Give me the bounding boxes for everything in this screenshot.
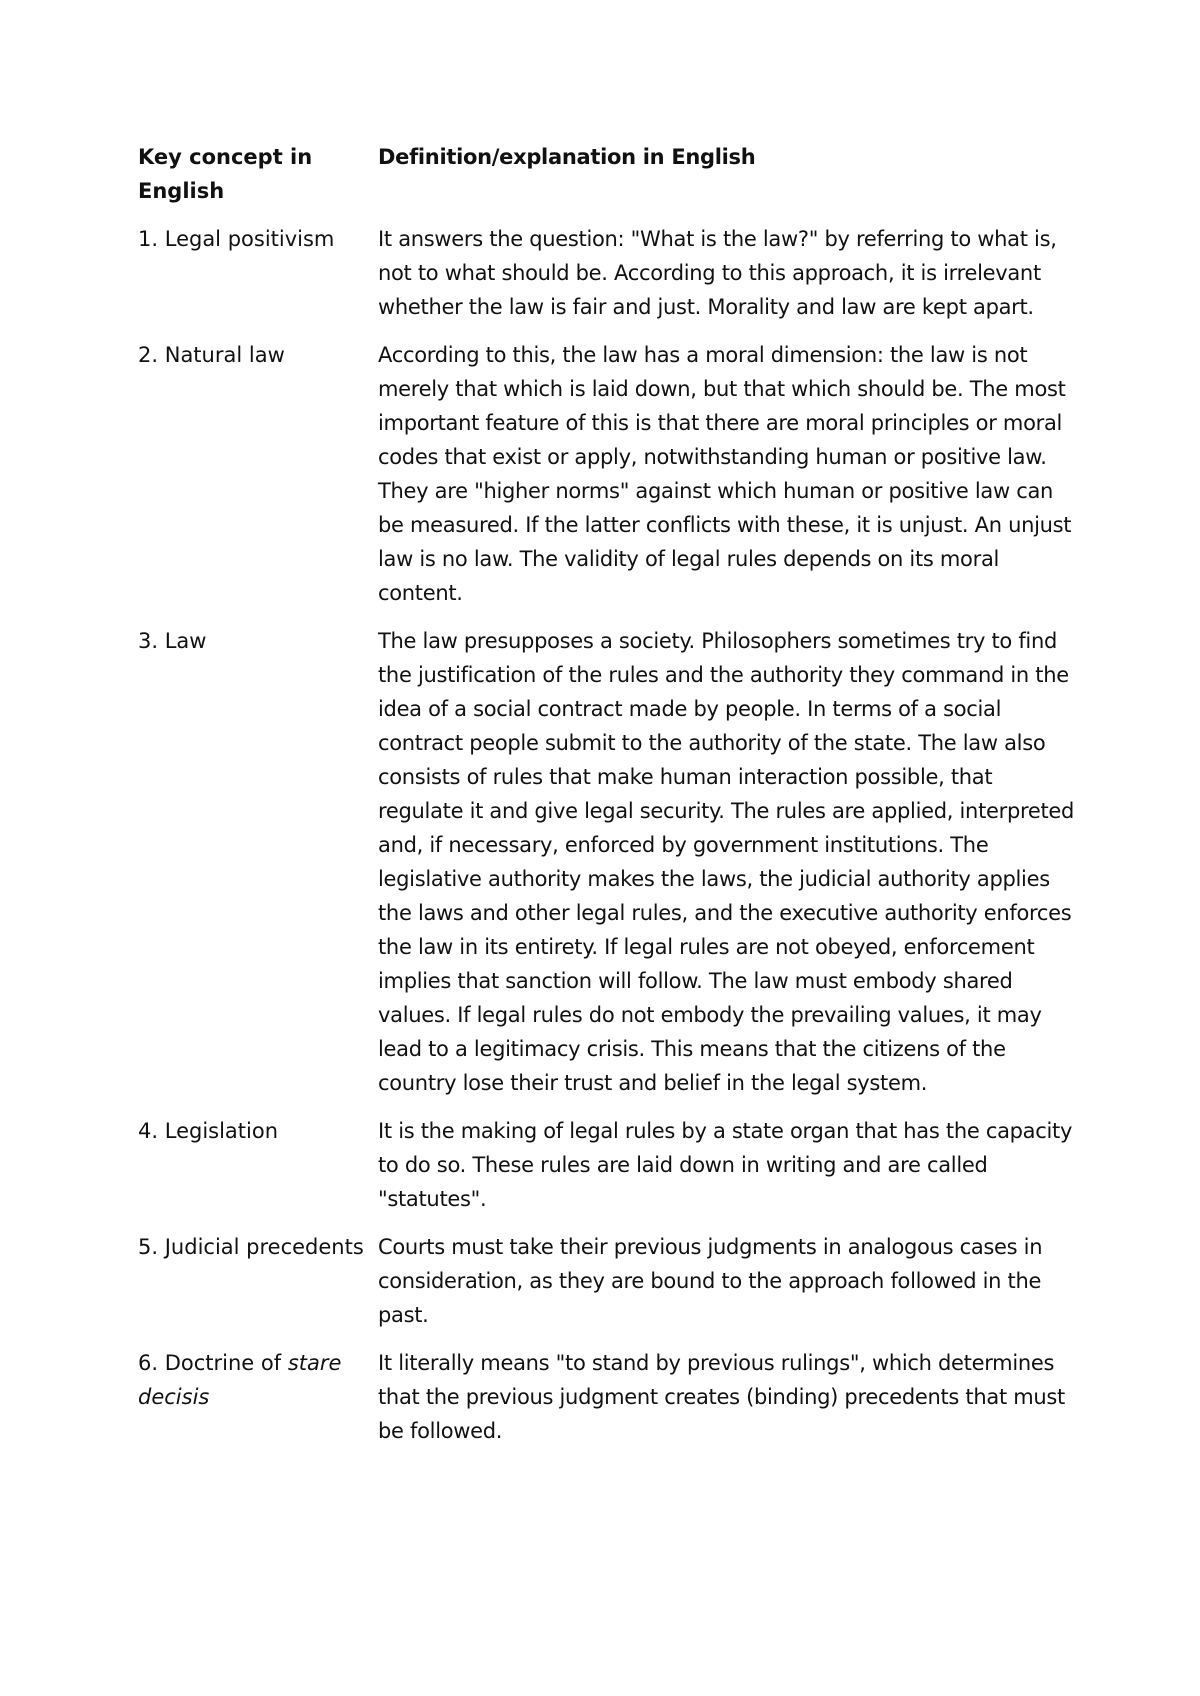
glossary-table [138,140,1078,1462]
entry-term [138,1230,378,1264]
entry-definition: According to this, the law has a moral dimension: the law is not merely that which is laid down, but that which should be. The most important feature of this is that there are moral principles or moral codes that exist or apply, notwithstanding human or positive law. They are "higher norms" against which human or positive law can be measured. If the latter conflicts with these, it is unjust. An unjust law is no law. The validity of legal rules depends on its moral content. [378,343,1072,605]
table-header [138,140,1078,208]
entry-law [138,624,1078,1100]
entry-term-text: Law [164,629,207,653]
entry-term-text: Legislation [164,1119,279,1143]
entry-number: 5. [138,1235,159,1259]
entry-definition: Courts must take their previous judgments in analogous cases in consideration, as they are bound to the approach followed in the past. [378,1235,1043,1327]
entry-term [138,338,378,372]
entry-term [138,1346,378,1414]
entry-number: 4. [138,1119,159,1143]
entry-term-text: Judicial precedents [164,1235,364,1259]
entry-number: 6. [138,1351,159,1375]
entry-stare-decisis [138,1346,1078,1448]
entry-term-italic: stare decisis [138,1351,342,1409]
entry-natural-law [138,338,1078,610]
entry-judicial-precedents [138,1230,1078,1332]
header-definition: Definition/explanation in English [378,145,756,169]
entry-definition: It literally means "to stand by previous rulings", which determines that the previous judgment creates (binding) precedents that must be followed. [378,1351,1065,1443]
entry-number: 2. [138,343,159,367]
header-term: Key concept in English [138,145,313,203]
entry-term [138,1114,378,1148]
entry-legislation [138,1114,1078,1216]
entry-definition: It is the making of legal rules by a state organ that has the capacity to do so. These rules are laid down in writing and are called "statutes". [378,1119,1073,1211]
entry-term [138,624,378,658]
entry-term-text: Natural law [164,343,285,367]
entry-term [138,222,378,256]
entry-legal-positivism [138,222,1078,324]
entry-definition: The law presupposes a society. Philosophers sometimes try to find the justification of the rules and the authority they command in the idea of a social contract made by people. In terms of a social contract people submit to the authority of the state. The law also consists of rules that make human interaction possible, that regulate it and give legal security. The rules are applied, interpreted and, if necessary, enforced by government institutions. The legislative authority makes the laws, the judicial authority applies the laws and other legal rules, and the executive authority enforces the law in its entirety. If legal rules are not obeyed, enforcement implies that sanction will follow. The law must embody shared values. If legal rules do not embody the prevailing values, it may lead to a legitimacy crisis. This means that the citizens of the country lose their trust and belief in the legal system. [378,629,1075,1095]
entry-number: 3. [138,629,159,653]
entry-number: 1. [138,227,159,251]
entry-term-text: Legal positivism [164,227,335,251]
entry-term-text: Doctrine of [164,1351,282,1375]
entry-definition: It answers the question: "What is the law?" by referring to what is, not to what should be. According to this approach, it is irrelevant whether the law is fair and just. Morality and law are kept apart. [378,227,1057,319]
